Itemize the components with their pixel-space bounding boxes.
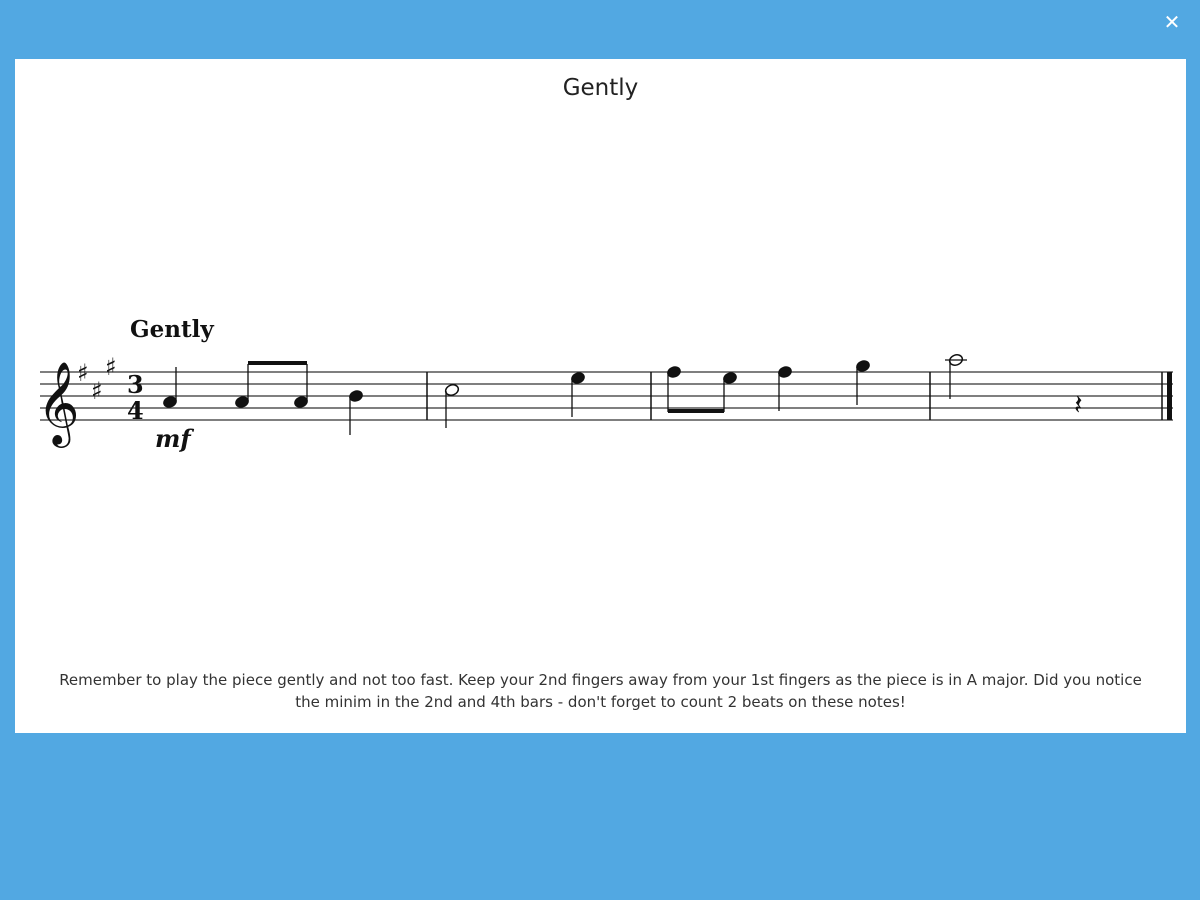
sharp-icon: ♯ bbox=[105, 353, 117, 381]
dynamic-marking: mf bbox=[155, 424, 191, 453]
instruction-text: Remember to play the piece gently and not too fast. Keep your 2nd fingers away from your 1st fingers as the piece is in A major. Did you notice the minim in the 2nd and 4th bars - don't forget to count 2 beats on these notes! bbox=[59, 671, 1142, 711]
beam bbox=[668, 409, 724, 413]
time-signature-bottom: 4 bbox=[127, 396, 144, 425]
tempo-marking: Gently bbox=[130, 316, 214, 343]
sharp-icon: ♯ bbox=[91, 377, 103, 405]
exercise-card bbox=[15, 59, 1186, 733]
close-icon[interactable]: ✕ bbox=[1163, 10, 1181, 34]
time-signature-top: 3 bbox=[127, 370, 144, 399]
page-title: Gently bbox=[562, 75, 639, 101]
final-barline-thick bbox=[1167, 372, 1172, 420]
treble-clef-icon: 𝄞 bbox=[37, 360, 80, 444]
close-button[interactable] bbox=[1160, 10, 1184, 34]
beam bbox=[248, 361, 307, 365]
sharp-icon: ♯ bbox=[77, 359, 89, 387]
bar-3 bbox=[666, 359, 871, 413]
bar-4 bbox=[945, 353, 1083, 421]
key-signature bbox=[77, 353, 117, 405]
staff-lines bbox=[40, 372, 1173, 420]
time-signature bbox=[127, 370, 144, 425]
crotchet-rest-icon: 𝄽 bbox=[1074, 388, 1083, 421]
music-score bbox=[15, 59, 1186, 659]
